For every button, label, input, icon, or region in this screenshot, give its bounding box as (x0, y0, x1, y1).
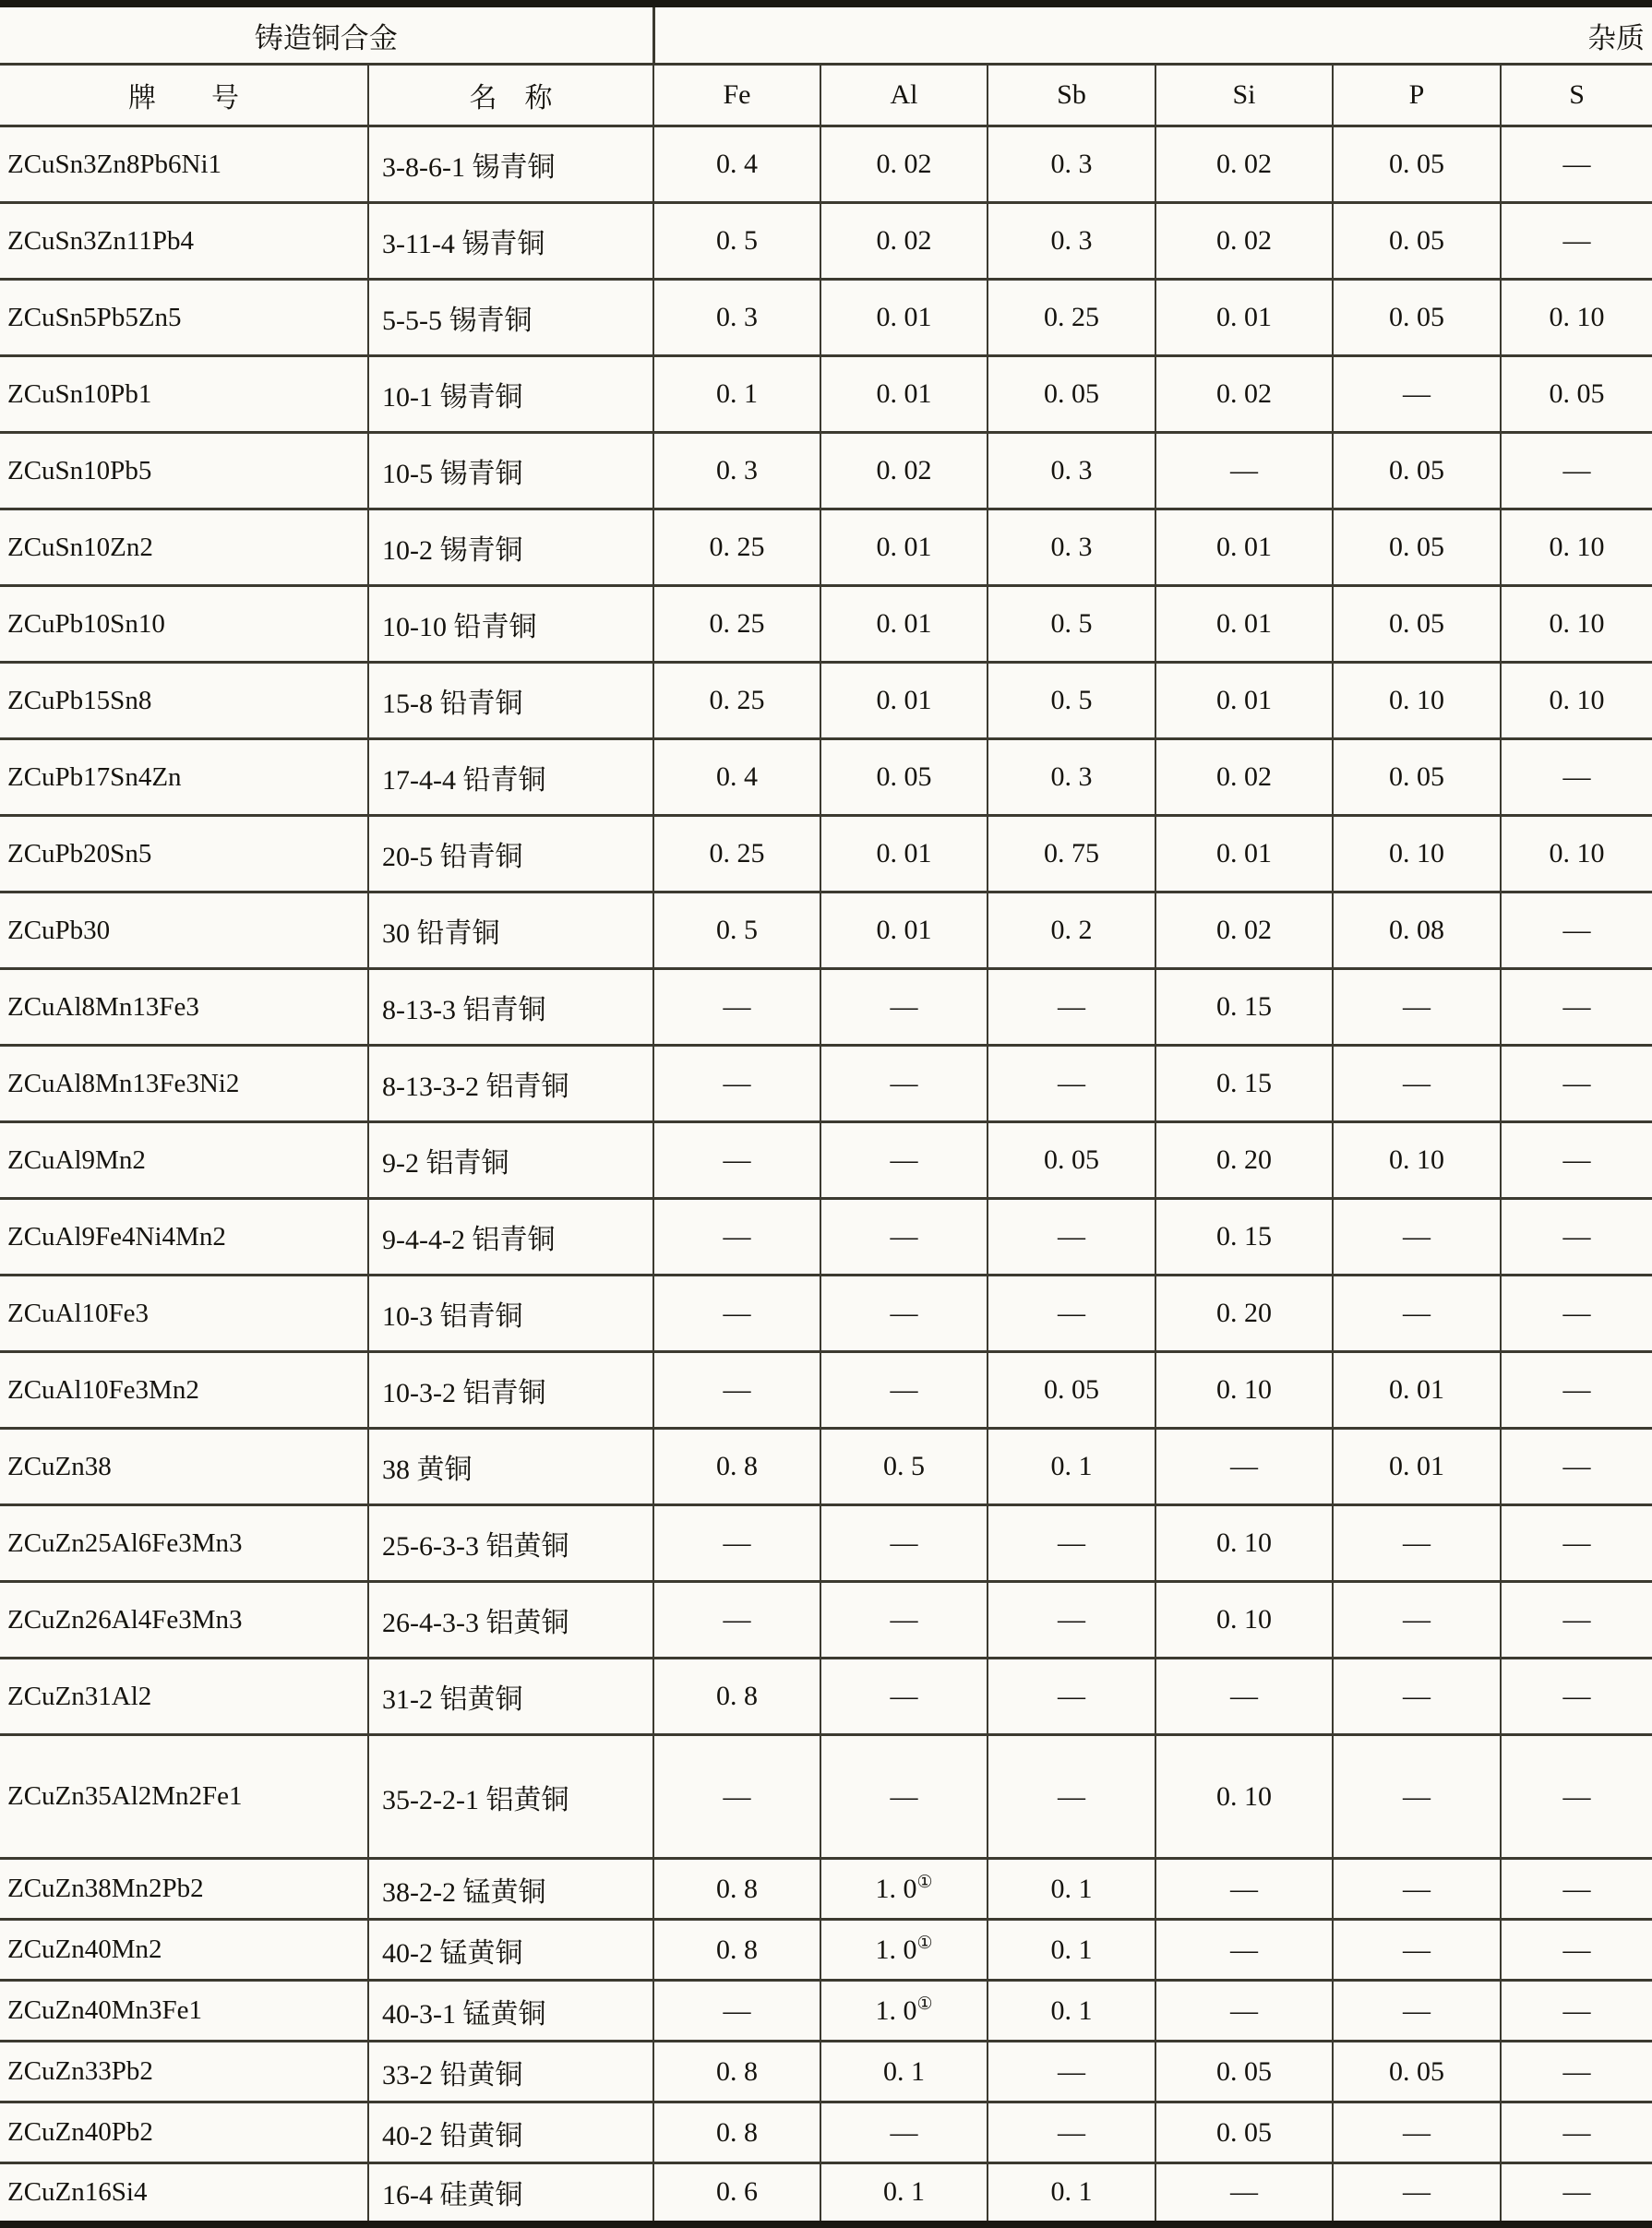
value-cell: 0. 01 (820, 586, 988, 663)
value-cell: 0. 10 (1501, 586, 1652, 663)
value-cell: 0. 25 (653, 509, 820, 586)
value-cell: — (653, 1046, 820, 1122)
value-cell: — (1501, 1659, 1652, 1735)
value-cell: — (1501, 126, 1652, 203)
grade-cell: ZCuZn25Al6Fe3Mn3 (0, 1505, 368, 1582)
grade-cell: ZCuAl8Mn13Fe3Ni2 (0, 1046, 368, 1122)
name-cell: 10-1 锡青铜 (368, 356, 653, 433)
table-row (0, 1122, 1652, 1199)
value-cell: 0. 8 (653, 2042, 820, 2102)
value-cell: 0. 6 (653, 2163, 820, 2224)
grade-cell: ZCuZn26Al4Fe3Mn3 (0, 1582, 368, 1659)
grade-cell: ZCuZn40Mn2 (0, 1920, 368, 1981)
value-cell: 0. 02 (820, 203, 988, 280)
value-cell: 0. 1 (988, 1429, 1155, 1505)
value-cell: — (1333, 1659, 1501, 1735)
grade-cell: ZCuZn40Pb2 (0, 2102, 368, 2163)
value-cell: — (1155, 433, 1333, 509)
value-cell: — (1333, 1735, 1501, 1859)
value-cell: 0. 25 (653, 663, 820, 739)
value-cell: 0. 8 (653, 1859, 820, 1920)
value-cell: 0. 02 (820, 126, 988, 203)
value-cell: 0. 4 (653, 126, 820, 203)
name-cell: 10-5 锡青铜 (368, 433, 653, 509)
value-cell: — (653, 1735, 820, 1859)
table-row (0, 280, 1652, 356)
name-cell: 33-2 铅黄铜 (368, 2042, 653, 2102)
table-row (0, 1859, 1652, 1920)
grade-cell: ZCuSn10Zn2 (0, 509, 368, 586)
value-cell: — (653, 1276, 820, 1352)
value-cell: — (1333, 1920, 1501, 1981)
value-cell: — (988, 1582, 1155, 1659)
table-row (0, 1276, 1652, 1352)
table-row (0, 892, 1652, 969)
value-cell: — (1333, 1276, 1501, 1352)
value-cell: 0. 5 (988, 663, 1155, 739)
value-cell: — (820, 2102, 988, 2163)
footnote-marker: ① (916, 1872, 933, 1892)
value-cell: 0. 1 (820, 2163, 988, 2224)
value-cell: 0. 01 (1333, 1352, 1501, 1429)
value-cell: — (1333, 1199, 1501, 1276)
name-cell: 31-2 铝黄铜 (368, 1659, 653, 1735)
table-row (0, 969, 1652, 1046)
value-cell: — (1333, 969, 1501, 1046)
table-row (0, 433, 1652, 509)
table-row (0, 1582, 1652, 1659)
value-cell: 0. 8 (653, 1429, 820, 1505)
value-cell: 0. 01 (1333, 1429, 1501, 1505)
value-cell: — (1501, 2102, 1652, 2163)
value-cell: — (1333, 1505, 1501, 1582)
table-row (0, 739, 1652, 816)
value-cell: — (1501, 433, 1652, 509)
value-cell: — (1155, 1920, 1333, 1981)
footnote-marker: ① (916, 1933, 933, 1953)
group-header-impurities: 杂质 (653, 4, 1652, 65)
name-cell: 5-5-5 锡青铜 (368, 280, 653, 356)
grade-cell: ZCuSn5Pb5Zn5 (0, 280, 368, 356)
value-cell: 0. 10 (1333, 816, 1501, 892)
value-cell: 0. 15 (1155, 969, 1333, 1046)
value-cell: 0. 05 (820, 739, 988, 816)
grade-cell: ZCuAl9Fe4Ni4Mn2 (0, 1199, 368, 1276)
value-cell: 0. 10 (1155, 1735, 1333, 1859)
value-cell: 0. 3 (653, 280, 820, 356)
name-cell: 17-4-4 铅青铜 (368, 739, 653, 816)
value-cell: 0. 02 (1155, 739, 1333, 816)
value-cell: — (1333, 1046, 1501, 1122)
value-cell: 0. 75 (988, 816, 1155, 892)
value-cell: 0. 01 (820, 280, 988, 356)
name-cell: 9-2 铝青铜 (368, 1122, 653, 1199)
value-cell: — (653, 1199, 820, 1276)
value-cell: — (1501, 1276, 1652, 1352)
name-cell: 10-2 锡青铜 (368, 509, 653, 586)
value-cell: — (1501, 1429, 1652, 1505)
value-cell: 0. 2 (988, 892, 1155, 969)
table-row (0, 586, 1652, 663)
table-row (0, 203, 1652, 280)
value-cell: 0. 01 (820, 509, 988, 586)
table-row (0, 1981, 1652, 2042)
name-cell: 8-13-3-2 铝青铜 (368, 1046, 653, 1122)
value-cell: 0. 01 (1155, 586, 1333, 663)
value-cell: — (1501, 1505, 1652, 1582)
name-cell: 3-8-6-1 锡青铜 (368, 126, 653, 203)
grade-cell: ZCuZn33Pb2 (0, 2042, 368, 2102)
value-cell: 0. 05 (988, 1352, 1155, 1429)
grade-cell: ZCuAl10Fe3 (0, 1276, 368, 1352)
name-cell: 10-10 铅青铜 (368, 586, 653, 663)
name-cell: 40-3-1 锰黄铜 (368, 1981, 653, 2042)
table-body (0, 126, 1652, 2224)
value-cell: 0. 01 (820, 892, 988, 969)
grade-cell: ZCuPb20Sn5 (0, 816, 368, 892)
value-cell: — (820, 1505, 988, 1582)
value-cell: 0. 3 (653, 433, 820, 509)
table-row (0, 816, 1652, 892)
value-cell: — (1155, 1659, 1333, 1735)
name-cell: 3-11-4 锡青铜 (368, 203, 653, 280)
value-cell: 0. 10 (1155, 1352, 1333, 1429)
name-cell: 40-2 铅黄铜 (368, 2102, 653, 2163)
value-cell: — (1155, 2163, 1333, 2224)
value-cell: 0. 3 (988, 203, 1155, 280)
table-row (0, 2102, 1652, 2163)
name-cell: 30 铅青铜 (368, 892, 653, 969)
name-cell: 10-3 铝青铜 (368, 1276, 653, 1352)
table-row (0, 2163, 1652, 2224)
value-cell: 1. 0① (820, 1920, 988, 1981)
value-cell: 0. 8 (653, 1920, 820, 1981)
value-cell: — (820, 1352, 988, 1429)
value-cell: 0. 1 (988, 1859, 1155, 1920)
grade-cell: ZCuSn10Pb1 (0, 356, 368, 433)
grade-cell: ZCuZn31Al2 (0, 1659, 368, 1735)
value-cell: 0. 01 (1155, 280, 1333, 356)
name-cell: 20-5 铅青铜 (368, 816, 653, 892)
value-cell: 0. 10 (1333, 1122, 1501, 1199)
value-cell: 0. 01 (1155, 816, 1333, 892)
grade-cell: ZCuAl8Mn13Fe3 (0, 969, 368, 1046)
value-cell: 0. 8 (653, 1659, 820, 1735)
value-cell: — (820, 1046, 988, 1122)
value-cell: — (820, 1199, 988, 1276)
name-cell: 10-3-2 铝青铜 (368, 1352, 653, 1429)
value-cell: — (1333, 2102, 1501, 2163)
footnote-marker: ① (916, 1994, 933, 2014)
value-cell: 0. 10 (1501, 663, 1652, 739)
value-cell: 0. 02 (1155, 892, 1333, 969)
value-cell: — (1333, 1859, 1501, 1920)
grade-cell: ZCuPb10Sn10 (0, 586, 368, 663)
value-cell: 0. 1 (653, 356, 820, 433)
table-row (0, 1046, 1652, 1122)
value-cell: 0. 05 (1155, 2102, 1333, 2163)
value-cell: — (1501, 1920, 1652, 1981)
grade-cell: ZCuAl10Fe3Mn2 (0, 1352, 368, 1429)
value-cell: 0. 05 (1333, 509, 1501, 586)
value-cell: 0. 3 (988, 433, 1155, 509)
group-header-row (0, 4, 1652, 65)
value-cell: — (1501, 969, 1652, 1046)
group-header-cast-copper-alloy: 铸造铜合金 (0, 4, 653, 65)
value-cell: — (1501, 1352, 1652, 1429)
value-cell: 0. 01 (820, 663, 988, 739)
value-cell: 0. 10 (1333, 663, 1501, 739)
value-cell: 0. 5 (653, 203, 820, 280)
table-row (0, 1505, 1652, 1582)
column-header-s: S (1501, 65, 1652, 126)
value-cell: — (1333, 2163, 1501, 2224)
value-cell: — (988, 1735, 1155, 1859)
table-row (0, 1659, 1652, 1735)
value-cell: 0. 05 (1333, 126, 1501, 203)
grade-cell: ZCuZn16Si4 (0, 2163, 368, 2224)
value-cell: 0. 20 (1155, 1122, 1333, 1199)
value-cell: 0. 15 (1155, 1199, 1333, 1276)
table-row (0, 509, 1652, 586)
grade-cell: ZCuPb15Sn8 (0, 663, 368, 739)
value-cell: — (820, 1582, 988, 1659)
value-cell: 0. 05 (1333, 433, 1501, 509)
column-header-sb: Sb (988, 65, 1155, 126)
value-cell: — (1501, 892, 1652, 969)
value-cell: 0. 02 (1155, 356, 1333, 433)
value-cell: 0. 02 (1155, 203, 1333, 280)
value-cell: 0. 20 (1155, 1276, 1333, 1352)
value-cell: — (988, 1046, 1155, 1122)
value-cell: 0. 01 (820, 816, 988, 892)
value-cell: 0. 1 (988, 1981, 1155, 2042)
grade-cell: ZCuSn10Pb5 (0, 433, 368, 509)
grade-cell: ZCuPb30 (0, 892, 368, 969)
value-cell: 0. 25 (988, 280, 1155, 356)
table-row (0, 1429, 1652, 1505)
value-cell: 1. 0① (820, 1981, 988, 2042)
value-cell: — (820, 1659, 988, 1735)
table-row (0, 1920, 1652, 1981)
value-cell: — (820, 969, 988, 1046)
value-cell: — (1501, 203, 1652, 280)
name-cell: 8-13-3 铝青铜 (368, 969, 653, 1046)
value-cell: — (1501, 1735, 1652, 1859)
name-cell: 38 黄铜 (368, 1429, 653, 1505)
value-cell: 0. 05 (1333, 203, 1501, 280)
name-cell: 35-2-2-1 铝黄铜 (368, 1735, 653, 1859)
column-header-si: Si (1155, 65, 1333, 126)
value-cell: — (653, 969, 820, 1046)
value-cell: 0. 01 (1155, 509, 1333, 586)
value-cell: 0. 05 (988, 356, 1155, 433)
table-row (0, 1352, 1652, 1429)
value-cell: 0. 05 (1333, 280, 1501, 356)
value-cell: 0. 3 (988, 509, 1155, 586)
value-cell: — (1333, 1582, 1501, 1659)
value-cell: — (988, 969, 1155, 1046)
table-row (0, 126, 1652, 203)
value-cell: 0. 05 (988, 1122, 1155, 1199)
value-cell: — (988, 1659, 1155, 1735)
value-cell: 0. 25 (653, 816, 820, 892)
value-cell: — (1501, 1981, 1652, 2042)
value-cell: — (1501, 2042, 1652, 2102)
value-cell: — (1501, 1582, 1652, 1659)
value-cell: 0. 10 (1155, 1505, 1333, 1582)
grade-cell: ZCuAl9Mn2 (0, 1122, 368, 1199)
name-cell: 9-4-4-2 铝青铜 (368, 1199, 653, 1276)
value-cell: — (988, 1276, 1155, 1352)
value-cell: 0. 5 (820, 1429, 988, 1505)
grade-cell: ZCuSn3Zn11Pb4 (0, 203, 368, 280)
value-cell: 0. 1 (988, 1920, 1155, 1981)
value-cell: 0. 3 (988, 126, 1155, 203)
value-cell: 0. 3 (988, 739, 1155, 816)
column-header-grade: 牌 号 (0, 65, 368, 126)
column-header-row (0, 65, 1652, 126)
value-cell: — (1155, 1859, 1333, 1920)
value-cell: — (820, 1122, 988, 1199)
grade-cell: ZCuZn38Mn2Pb2 (0, 1859, 368, 1920)
value-cell: 0. 4 (653, 739, 820, 816)
value-cell: 0. 08 (1333, 892, 1501, 969)
value-cell: — (1333, 1981, 1501, 2042)
value-cell: — (988, 1505, 1155, 1582)
column-header-al: Al (820, 65, 988, 126)
value-cell: 0. 5 (653, 892, 820, 969)
value-cell: 0. 05 (1333, 739, 1501, 816)
grade-cell: ZCuZn40Mn3Fe1 (0, 1981, 368, 2042)
value-cell: 0. 05 (1155, 2042, 1333, 2102)
value-cell: — (653, 1352, 820, 1429)
value-cell: — (653, 1582, 820, 1659)
grade-cell: ZCuZn38 (0, 1429, 368, 1505)
column-header-fe: Fe (653, 65, 820, 126)
value-cell: 0. 10 (1501, 280, 1652, 356)
column-header-name: 名 称 (368, 65, 653, 126)
table-row (0, 356, 1652, 433)
value-cell: 0. 01 (820, 356, 988, 433)
value-cell: — (820, 1735, 988, 1859)
value-cell: 1. 0① (820, 1859, 988, 1920)
value-cell: 0. 01 (1155, 663, 1333, 739)
value-cell: 0. 02 (820, 433, 988, 509)
value-cell: — (1501, 1199, 1652, 1276)
table-row (0, 1199, 1652, 1276)
value-cell: 0. 05 (1333, 2042, 1501, 2102)
value-cell: 0. 10 (1155, 1582, 1333, 1659)
value-cell: 0. 10 (1501, 816, 1652, 892)
grade-cell: ZCuSn3Zn8Pb6Ni1 (0, 126, 368, 203)
value-cell: — (988, 1199, 1155, 1276)
name-cell: 15-8 铅青铜 (368, 663, 653, 739)
value-cell: 0. 05 (1333, 586, 1501, 663)
value-cell: — (1333, 356, 1501, 433)
value-cell: 0. 25 (653, 586, 820, 663)
value-cell: 0. 1 (820, 2042, 988, 2102)
value-cell: — (1501, 1122, 1652, 1199)
name-cell: 26-4-3-3 铝黄铜 (368, 1582, 653, 1659)
value-cell: — (653, 1122, 820, 1199)
name-cell: 16-4 硅黄铜 (368, 2163, 653, 2224)
value-cell: 0. 8 (653, 2102, 820, 2163)
table-row (0, 663, 1652, 739)
value-cell: 0. 5 (988, 586, 1155, 663)
table-row (0, 1735, 1652, 1859)
value-cell: — (1501, 1046, 1652, 1122)
name-cell: 25-6-3-3 铝黄铜 (368, 1505, 653, 1582)
value-cell: — (1501, 1859, 1652, 1920)
grade-cell: ZCuPb17Sn4Zn (0, 739, 368, 816)
value-cell: — (1155, 1429, 1333, 1505)
value-cell: — (1501, 2163, 1652, 2224)
value-cell: — (653, 1981, 820, 2042)
value-cell: — (653, 1505, 820, 1582)
value-cell: — (988, 2102, 1155, 2163)
grade-cell: ZCuZn35Al2Mn2Fe1 (0, 1735, 368, 1859)
table-row (0, 2042, 1652, 2102)
value-cell: 0. 15 (1155, 1046, 1333, 1122)
value-cell: 0. 05 (1501, 356, 1652, 433)
value-cell: 0. 10 (1501, 509, 1652, 586)
name-cell: 38-2-2 锰黄铜 (368, 1859, 653, 1920)
value-cell: — (1155, 1981, 1333, 2042)
value-cell: 0. 02 (1155, 126, 1333, 203)
name-cell: 40-2 锰黄铜 (368, 1920, 653, 1981)
value-cell: — (820, 1276, 988, 1352)
column-header-p: P (1333, 65, 1501, 126)
value-cell: — (988, 2042, 1155, 2102)
value-cell: 0. 1 (988, 2163, 1155, 2224)
value-cell: — (1501, 739, 1652, 816)
